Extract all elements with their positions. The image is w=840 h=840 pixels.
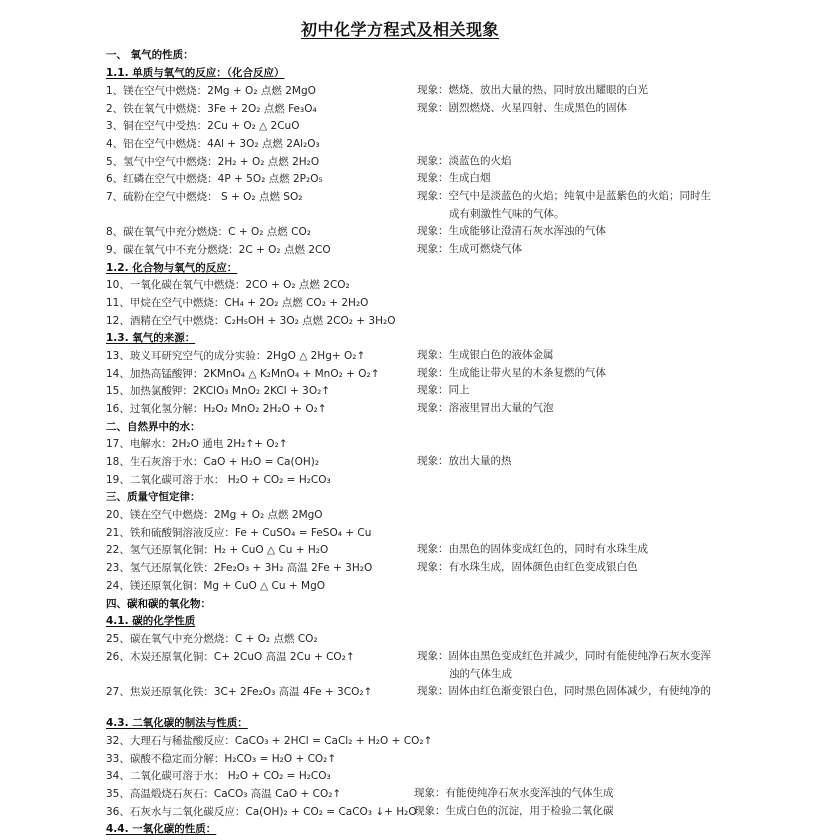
page-title: 初中化学方程式及相关现象 [300, 20, 499, 39]
equation-line: 11、甲烷在空气中燃烧：CH₄ + 2O₂ 点燃 CO₂ + 2H₂O [106, 297, 369, 309]
phenomenon-description: 有水珠生成，固体颜色由红色变成银白色 [448, 561, 638, 573]
phenomenon-text [417, 82, 717, 100]
equation-line: 7、硫粉在空气中燃烧： S + O₂ 点燃 SO₂ [106, 191, 303, 203]
equation-line: 26、木炭还原氧化铜：C+ 2CuO 高温 2Cu + CO₂↑ [106, 651, 355, 663]
phenomenon-label: 现象： [417, 650, 449, 662]
phenomenon-text [417, 100, 717, 118]
phenomenon-label: 现象： [417, 455, 449, 467]
phenomenon-text [417, 382, 717, 400]
phenomenon-text [417, 648, 717, 683]
section-heading: 1.1. 单质与氧气的反应：（化合反应） [106, 67, 285, 79]
phenomenon-description: 生成银白色的液体金属 [448, 349, 554, 361]
equation-line: 24、镁还原氧化铜：Mg + CuO △ Cu + MgO [106, 580, 326, 592]
equation-line: 23、氢气还原氧化铁：2Fe₂O₃ + 3H₂ 高温 2Fe + 3H₂O [106, 562, 373, 574]
section-heading: 二、自然界中的水： [106, 421, 201, 433]
phenomenon-label: 现象： [417, 243, 449, 255]
phenomenon-description: 空气中是淡蓝色的火焰；纯氧中是蓝紫色的火焰；同时生 [448, 190, 711, 202]
equation-line: 21、铁和硫酸铜溶液反应：Fe + CuSO₄ = FeSO₄ + Cu [106, 527, 372, 539]
section-heading: 一、 氧气的性质： [106, 49, 194, 61]
phenomenon-text [414, 803, 714, 821]
equation-line: 27、焦炭还原氧化铁：3C+ 2Fe₂O₃ 高温 4Fe + 3CO₂↑ [106, 686, 373, 698]
phenomenon-text [417, 683, 717, 701]
section-heading: 四、碳和碳的氧化物： [106, 598, 211, 610]
equation-line: 14、加热高锰酸钾：2KMnO₄ △ K₂MnO₄ + MnO₂ + O₂↑ [106, 368, 380, 380]
phenomenon-label: 现象： [417, 84, 449, 96]
phenomenon-label: 现象： [417, 367, 449, 379]
phenomenon-label: 现象： [417, 349, 449, 361]
section-heading: 4.4. 一氧化碳的性质： [106, 823, 217, 835]
phenomenon-description: 生成能够让澄清石灰水浑浊的气体 [448, 225, 606, 237]
equation-line: 3、铜在空气中受热：2Cu + O₂ △ 2CuO [106, 120, 300, 132]
phenomenon-continuation: 浊的气体生成 [449, 667, 512, 680]
phenomenon-label: 现象： [417, 190, 449, 202]
equation-line: 13、玻义耳研究空气的成分实验：2HgO △ 2Hg+ O₂↑ [106, 350, 366, 362]
phenomenon-label: 现象： [417, 402, 449, 414]
phenomenon-text [417, 365, 717, 383]
equation-line: 5、氢气中空气中燃烧：2H₂ + O₂ 点燃 2H₂O [106, 156, 320, 168]
equation-line: 20、镁在空气中燃烧：2Mg + O₂ 点燃 2MgO [106, 509, 323, 521]
phenomenon-text [417, 453, 717, 471]
section-heading: 1.2. 化合物与氧气的反应： [106, 262, 238, 274]
phenomenon-description: 放出大量的热 [448, 455, 512, 467]
section-heading: 4.1. 碳的化学性质 [106, 615, 196, 627]
phenomenon-text [417, 188, 717, 223]
phenomenon-text [414, 785, 714, 803]
phenomenon-label: 现象： [417, 102, 449, 114]
phenomenon-label: 现象： [417, 384, 449, 396]
equation-line: 34、二氧化碳可溶于水： H₂O + CO₂ = H₂CO₃ [106, 770, 331, 782]
phenomenon-label: 现象： [414, 787, 446, 799]
equation-line: 1、镁在空气中燃烧：2Mg + O₂ 点燃 2MgO [106, 85, 316, 97]
equation-line: 9、碳在氧气中不充分燃烧：2C + O₂ 点燃 2CO [106, 244, 331, 256]
phenomenon-description: 由黑色的固体变成红色的，同时有水珠生成 [448, 543, 648, 555]
equation-line: 32、大理石与稀盐酸反应：CaCO₃ + 2HCl = CaCl₂ + H₂O + CO₂↑ [106, 735, 433, 747]
equation-line: 10、一氧化碳在氧气中燃烧：2CO + O₂ 点燃 2CO₂ [106, 279, 350, 291]
phenomenon-continuation: 成有刺激性气味的气体。 [449, 207, 565, 220]
phenomenon-text [417, 400, 717, 418]
phenomenon-text [417, 347, 717, 365]
phenomenon-label: 现象： [414, 805, 446, 817]
equation-line: 6、红磷在空气中燃烧：4P + 5O₂ 点燃 2P₂O₅ [106, 173, 323, 185]
phenomenon-label: 现象： [417, 155, 449, 167]
equation-line: 2、铁在氧气中燃烧：3Fe + 2O₂ 点燃 Fe₃O₄ [106, 103, 317, 115]
phenomenon-description: 淡蓝色的火焰 [448, 155, 512, 167]
equation-line: 22、氢气还原氧化铜：H₂ + CuO △ Cu + H₂O [106, 544, 329, 556]
phenomenon-label: 现象： [417, 172, 449, 184]
phenomenon-text [417, 559, 717, 577]
phenomenon-description: 剧烈燃烧、火星四射、生成黑色的固体 [448, 102, 627, 114]
section-heading: 1.3. 氧气的来源： [106, 332, 196, 344]
phenomenon-description: 燃烧、放出大量的热、同时放出耀眼的白光 [448, 84, 648, 96]
equation-line: 33、碳酸不稳定而分解：H₂CO₃ = H₂O + CO₂↑ [106, 753, 337, 765]
phenomenon-label: 现象： [417, 225, 449, 237]
equation-line: 8、碳在氧气中充分燃烧：C + O₂ 点燃 CO₂ [106, 226, 311, 238]
phenomenon-label: 现象： [417, 685, 449, 697]
phenomenon-description: 溶液里冒出大量的气泡 [448, 402, 554, 414]
phenomenon-description: 生成白烟 [448, 172, 491, 184]
equation-line: 18、生石灰溶于水：CaO + H₂O = Ca(OH)₂ [106, 456, 320, 468]
equation-line: 25、碳在氧气中充分燃烧：C + O₂ 点燃 CO₂ [106, 633, 318, 645]
phenomenon-label: 现象： [417, 543, 449, 555]
section-heading: 4.3. 二氧化碳的制法与性质： [106, 717, 248, 729]
section-heading: 三、质量守恒定律： [106, 491, 201, 503]
phenomenon-description: 有能使纯净石灰水变浑浊的气体生成 [445, 787, 614, 799]
equation-line: 17、电解水：2H₂O 通电 2H₂↑+ O₂↑ [106, 438, 288, 450]
equation-line: 36、石灰水与二氧化碳反应：Ca(OH)₂ + CO₂ = CaCO₃ ↓+ H₂O [106, 806, 417, 818]
phenomenon-text [417, 170, 717, 188]
phenomenon-text [417, 223, 717, 241]
equation-line: 16、过氧化氢分解：H₂O₂ MnO₂ 2H₂O + O₂↑ [106, 403, 327, 415]
phenomenon-description: 生成能让带火星的木条复燃的气体 [448, 367, 606, 379]
equation-line: 19、二氧化碳可溶于水： H₂O + CO₂ = H₂CO₃ [106, 474, 331, 486]
phenomenon-description: 固体由红色渐变银白色，同时黑色固体减少，有使纯净的 [448, 685, 711, 697]
phenomenon-description: 固体由黑色变成红色并减少，同时有能使纯净石灰水变浑 [448, 650, 711, 662]
phenomenon-text [417, 153, 717, 171]
equation-line: 12、酒精在空气中燃烧：C₂H₅OH + 3O₂ 点燃 2CO₂ + 3H₂O [106, 315, 396, 327]
equation-line: 15、加热氯酸钾：2KClO₃ MnO₂ 2KCl + 3O₂↑ [106, 385, 331, 397]
phenomenon-description: 同上 [448, 384, 470, 396]
equation-line: 35、高温煅烧石灰石：CaCO₃ 高温 CaO + CO₂↑ [106, 788, 342, 800]
phenomenon-description: 生成可燃烧气体 [448, 243, 522, 255]
phenomenon-text [417, 241, 717, 259]
phenomenon-text [417, 541, 717, 559]
equation-line: 4、铝在空气中燃烧：4Al + 3O₂ 点燃 2Al₂O₃ [106, 138, 320, 150]
phenomenon-description: 生成白色的沉淀，用于检验二氧化碳 [445, 805, 614, 817]
phenomenon-label: 现象： [417, 561, 449, 573]
